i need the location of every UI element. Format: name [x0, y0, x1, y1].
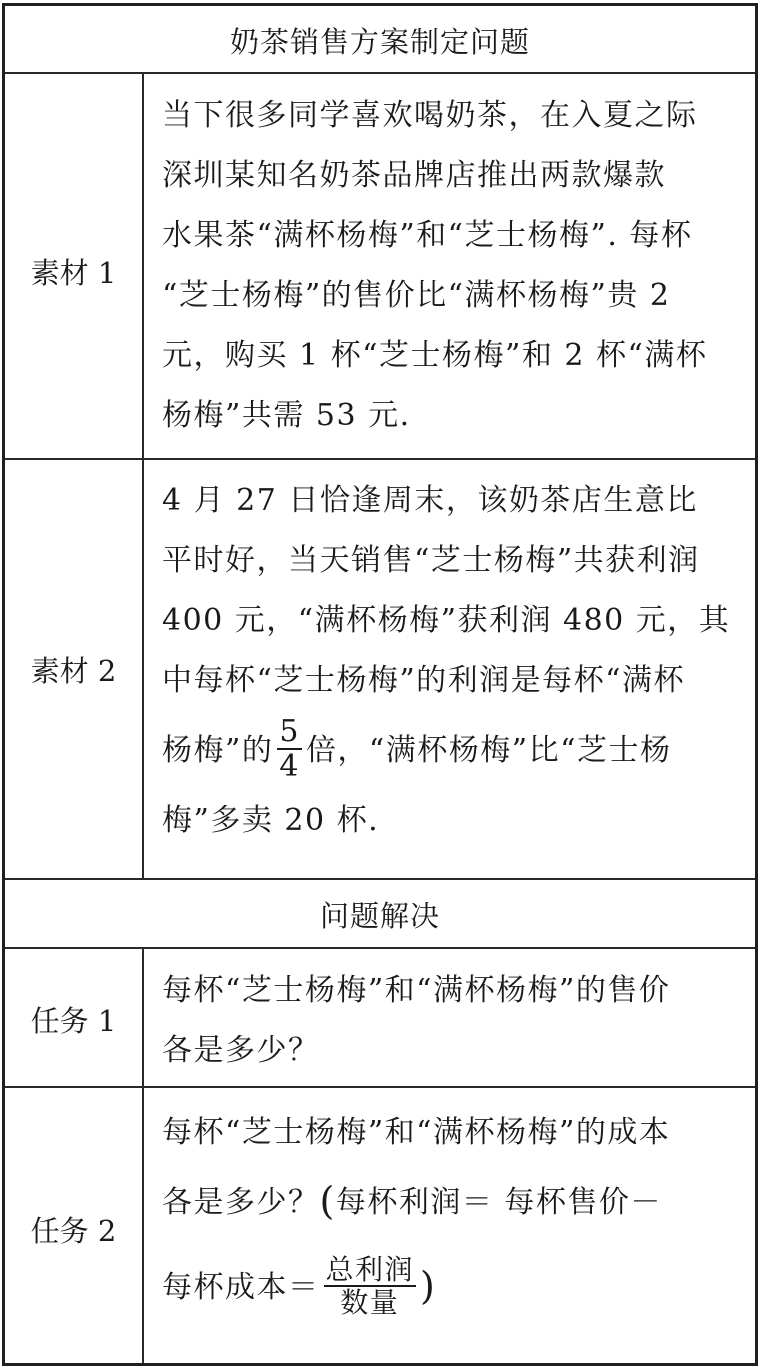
fraction-line — [162, 1243, 747, 1333]
column-divider — [142, 948, 144, 1363]
problem-table — [2, 3, 758, 1366]
material-2-text — [162, 471, 747, 851]
material-1-text — [162, 86, 747, 446]
task-1-label: 任务 1 — [30, 1004, 117, 1038]
column-divider — [142, 73, 144, 879]
fraction-five-fourths — [277, 713, 302, 784]
text-line: 每杯“芝士杨梅”和“满杯杨梅”的售价 — [162, 973, 671, 1008]
material-2-label: 素材 2 — [30, 654, 117, 688]
text-line: 平时好，当天销售“芝士杨梅”共获利润 — [162, 543, 700, 578]
divider — [5, 947, 755, 949]
text-line: 当下很多同学喜欢喝奶茶，在入夏之际 — [162, 98, 698, 133]
text-line: 元，购买 1 杯“芝士杨梅”和 2 杯“满杯 — [162, 338, 708, 373]
text-line: 4 月 27 日恰逢周末，该奶茶店生意比 — [162, 483, 698, 518]
fraction-profit-over-quantity — [324, 1252, 417, 1319]
divider — [5, 1086, 755, 1088]
open-paren: ( — [319, 1179, 336, 1223]
text-line: 水果茶“满杯杨梅”和“芝士杨梅”. 每杯 — [162, 218, 693, 253]
text-segment: 倍，“满杯杨梅”比“芝士杨 — [305, 733, 672, 768]
text-line — [162, 1163, 747, 1243]
text-line: 梅”多卖 20 杯. — [162, 803, 380, 838]
table-title: 奶茶销售方案制定问题 — [229, 25, 530, 59]
material-1-label: 素材 1 — [30, 256, 117, 290]
text-line: 深圳某知名奶茶品牌店推出两款爆款 — [162, 158, 666, 193]
divider — [5, 878, 755, 880]
text-segment: 杨梅”的 — [162, 733, 274, 768]
text-line: 中每杯“芝士杨梅”的利润是每杯“满杯 — [162, 663, 686, 698]
fraction-denominator: 数量 — [340, 1286, 400, 1319]
text-line: 400 元，“满杯杨梅”获利润 480 元，其 — [162, 603, 731, 638]
section-title: 问题解决 — [319, 899, 440, 933]
task-2-label: 任务 2 — [30, 1214, 117, 1248]
text-line: 杨梅”共需 53 元. — [162, 398, 411, 433]
fraction-denominator: 4 — [279, 749, 300, 784]
fraction-numerator: 5 — [279, 713, 300, 749]
close-paren: ) — [420, 1264, 437, 1308]
text-segment: 每杯利润＝ 每杯售价－ — [335, 1185, 662, 1220]
fraction-numerator: 总利润 — [325, 1252, 415, 1286]
text-segment: 各是多少？ — [162, 1185, 320, 1220]
text-line: 每杯“芝士杨梅”和“满杯杨梅”的成本 — [162, 1115, 671, 1150]
task-2-text — [162, 1103, 747, 1333]
text-line: “芝士杨梅”的售价比“满杯杨梅”贵 2 — [162, 278, 671, 313]
text-segment: 每杯成本＝ — [162, 1270, 320, 1305]
text-line: 各是多少？ — [162, 1033, 320, 1068]
divider — [5, 458, 755, 460]
fraction-line — [162, 711, 747, 791]
task-1-text — [162, 961, 747, 1081]
divider — [5, 72, 755, 74]
